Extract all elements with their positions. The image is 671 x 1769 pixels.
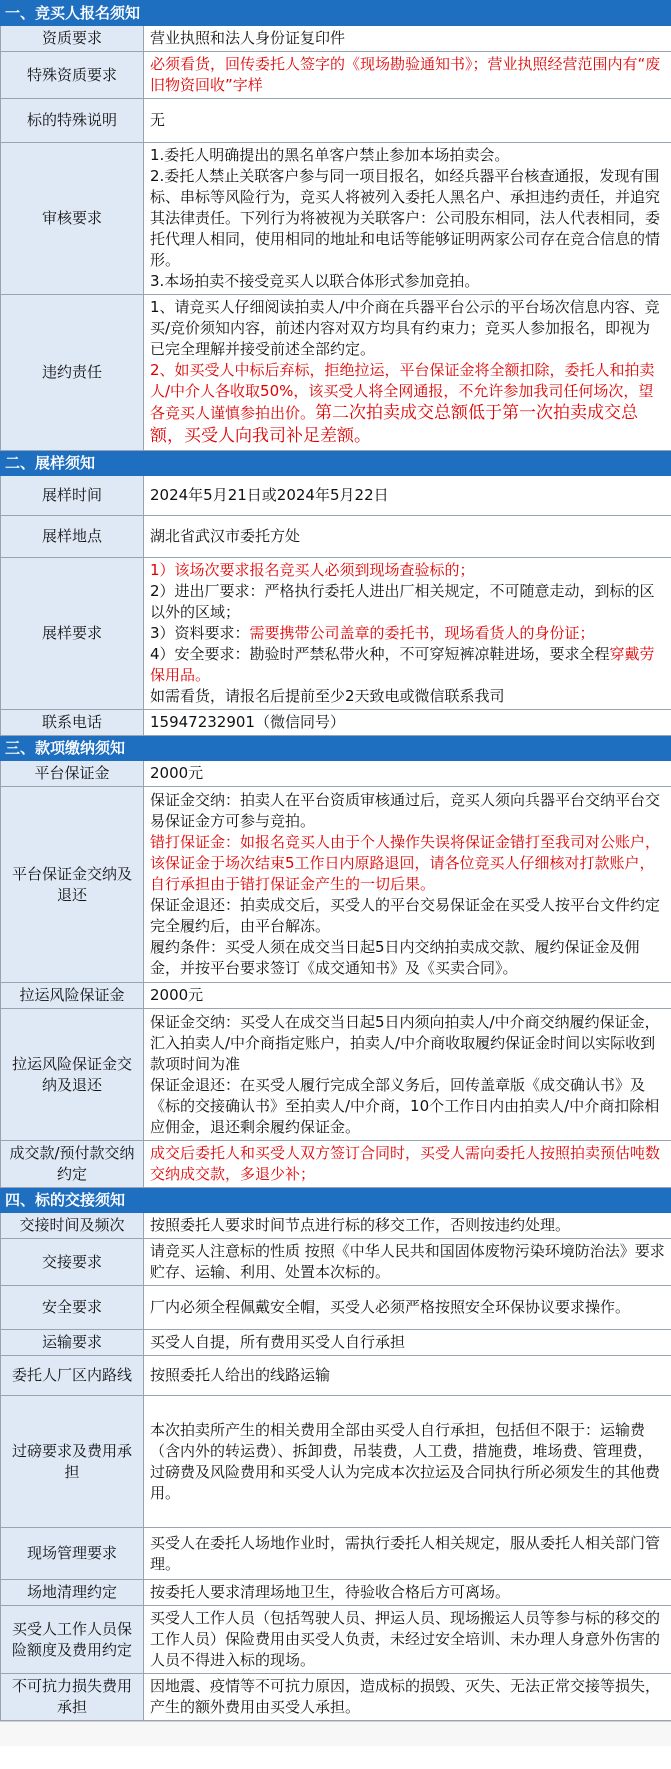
section-header-payment: 三、款项缴纳须知 xyxy=(1,736,671,761)
section-header-handover: 四、标的交接须知 xyxy=(1,1188,671,1213)
value-item-special-note: 无 xyxy=(144,99,671,143)
label-transport-deposit: 拉运风险保证金 xyxy=(1,983,144,1009)
label-viewing-requirements: 展样要求 xyxy=(1,558,144,710)
label-safety-requirements: 安全要求 xyxy=(1,1286,144,1330)
section-header-viewing: 二、展样须知 xyxy=(1,451,671,476)
value-transport-deposit-refund xyxy=(144,1009,671,1141)
viewing-line-3a: 3）资料要求： xyxy=(150,624,250,642)
value-breach-liability xyxy=(144,295,671,451)
viewing-line-1: 1）该场次要求报名竞买人必须到现场查验标的； xyxy=(150,561,475,579)
row-viewing-time xyxy=(1,476,671,516)
row-breach-liability xyxy=(1,295,671,451)
pt-refund-p2: 错打保证金：如报名竞买人由于个人操作失误将保证金错打至我司对公账户，该保证金于场次结束5工作日内原路退回，请各位竞买人仔细核对打款账户，自行承担由于错打保证金产生的一切后果。 xyxy=(150,833,661,893)
row-special-qualification xyxy=(1,52,671,99)
row-handover-time xyxy=(1,1213,671,1239)
row-transaction-payment xyxy=(1,1141,671,1188)
breach-line-1: 1、请竞买人仔细阅读拍卖人/中介商在兵器平台公示的平台场次信息内容、竞买/竞价须知内容，前述内容对双方均具有约束力；竞买人参加报名，即视为已完全理解并接受前述全部约定。 xyxy=(150,298,660,358)
value-viewing-requirements xyxy=(144,558,671,710)
viewing-line-4b: 穿戴劳保用品。 xyxy=(150,645,655,684)
pt-refund-p1: 保证金交纳：拍卖人在平台资质审核通过后，竞买人须向兵器平台交纳平台交易保证金方可参与竞拍。 xyxy=(150,791,661,830)
label-transport-requirements: 运输要求 xyxy=(1,1330,144,1356)
label-handover-requirements: 交接要求 xyxy=(1,1239,144,1286)
row-platform-deposit-refund xyxy=(1,787,671,983)
row-transport-requirements xyxy=(1,1330,671,1356)
row-factory-route xyxy=(1,1356,671,1396)
row-viewing-place xyxy=(1,516,671,558)
value-force-majeure: 因地震、疫情等不可抗力原因，造成标的损毁、灭失、无法正常交接等损失，产生的额外费用由买受人承担。 xyxy=(144,1674,671,1721)
value-safety-requirements: 厂内必须全程佩戴安全帽，买受人必须严格按照安全环保协议要求操作。 xyxy=(144,1286,671,1330)
review-line-1: 1.委托人明确提出的黑名单客户禁止参加本场拍卖会。 xyxy=(150,146,510,164)
row-contact-phone xyxy=(1,710,671,736)
value-transport-deposit: 2000元 xyxy=(144,983,671,1009)
label-qualification: 资质要求 xyxy=(1,26,144,52)
row-safety-requirements xyxy=(1,1286,671,1330)
value-transport-requirements: 买受人自提，所有费用买受人自行承担 xyxy=(144,1330,671,1356)
viewing-line-3b: 需要携带公司盖章的委托书，现场看货人的身份证； xyxy=(249,624,595,642)
viewing-line-2: 2）进出厂要求：严格执行委托人进出厂相关规定，不可随意走动，到标的区以外的区域； xyxy=(150,582,655,621)
value-qualification: 营业执照和法人身份证复印件 xyxy=(144,26,671,52)
row-qualification xyxy=(1,26,671,52)
label-weighing-costs: 过磅要求及费用承担 xyxy=(1,1396,144,1528)
label-item-special-note: 标的特殊说明 xyxy=(1,99,144,143)
section-header-registration: 一、竞买人报名须知 xyxy=(1,1,671,26)
value-handover-requirements: 请竞买人注意标的性质 按照《中华人民共和国固体废物污染环境防治法》要求贮存、运输、利用、处置本次标的。 xyxy=(144,1239,671,1286)
label-site-management: 现场管理要求 xyxy=(1,1528,144,1580)
label-viewing-time: 展样时间 xyxy=(1,476,144,516)
label-breach-liability: 违约责任 xyxy=(1,295,144,451)
value-transaction-payment: 成交后委托人和买受人双方签订合同时，买受人需向委托人按照拍卖预估吨数交纳成交款，多退少补； xyxy=(144,1141,671,1188)
pt-refund-p4: 履约条件：买受人须在成交当日起5日内交纳拍卖成交款、履约保证金及佣金，并按平台要求签订《成交通知书》及《买卖合同》。 xyxy=(150,938,640,977)
label-contact-phone: 联系电话 xyxy=(1,710,144,736)
label-transport-deposit-refund: 拉运风险保证金交纳及退还 xyxy=(1,1009,144,1141)
ly-refund-p2: 保证金退还：在买受人履行完成全部义务后，回传盖章版《成交确认书》及《标的交接确认书》至拍卖人/中介商，10个工作日内由拍卖人/中介商扣除相应佣金，退还剩余履约保证金。 xyxy=(150,1075,660,1136)
value-staff-insurance: 买受人工作人员（包括驾驶人员、押运人员、现场搬运人员等参与标的移交的工作人员）保险费用由买受人负责，未经过安全培训、未办理人身意外伤害的人员不得进入标的现场。 xyxy=(144,1606,671,1674)
review-line-2: 2.委托人禁止关联客户参与同一项目报名，如经兵器平台核查通报，发现有围标、串标等风险行为，竞买人将被列入委托人黑名户、承担违约责任，并追究其法律责任。下列行为将被视为关联客户：公司股东相同，法人代表相同，委托代理人相同，使用相同的地址和电话等能够证明两家公司存在竞合信息的情形。 xyxy=(150,167,661,269)
label-viewing-place: 展样地点 xyxy=(1,516,144,558)
value-site-cleanup: 按委托人要求清理场地卫生，待验收合格后方可离场。 xyxy=(144,1580,671,1606)
value-handover-time: 按照委托人要求时间节点进行标的移交工作，否则按违约处理。 xyxy=(144,1213,671,1239)
value-platform-deposit-refund xyxy=(144,787,671,983)
value-viewing-time: 2024年5月21日或2024年5月22日 xyxy=(144,476,671,516)
review-line-3: 3.本场拍卖不接受竞买人以联合体形式参加竞拍。 xyxy=(150,272,480,290)
label-platform-deposit: 平台保证金 xyxy=(1,761,144,787)
breach-line-3: 第二次拍卖成交总额低于第一次拍卖成交总额，买受人向我司补足差额。 xyxy=(150,403,639,446)
row-force-majeure xyxy=(1,1674,671,1721)
label-site-cleanup: 场地清理约定 xyxy=(1,1580,144,1606)
label-platform-deposit-refund: 平台保证金交纳及退还 xyxy=(1,787,144,983)
sheet-bottom-strip xyxy=(0,1721,671,1746)
row-site-cleanup xyxy=(1,1580,671,1606)
value-weighing-costs: 本次拍卖所产生的相关费用全部由买受人自行承担，包括但不限于：运输费（含内外的转运费）、拆卸费，吊装费，人工费，措施费，堆场费、管理费，过磅费及风险费用和买受人认为完成本次拉运及合同执行所必须发生的其他费用。 xyxy=(144,1396,671,1528)
value-contact-phone: 15947232901（微信同号） xyxy=(144,710,671,736)
row-weighing-costs xyxy=(1,1396,671,1528)
row-platform-deposit xyxy=(1,761,671,787)
label-handover-time: 交接时间及频次 xyxy=(1,1213,144,1239)
label-force-majeure: 不可抗力损失费用承担 xyxy=(1,1674,144,1721)
label-review-requirements: 审核要求 xyxy=(1,143,144,295)
value-viewing-place: 湖北省武汉市委托方处 xyxy=(144,516,671,558)
label-special-qualification: 特殊资质要求 xyxy=(1,52,144,99)
breach-line-2: 2、如买受人中标后弃标，拒绝拉运，平台保证金将全额扣除，委托人和拍卖人/中介人各收取50%，该买受人将全网通报，不允许参加我司任何场次，望各竞买人谨慎参拍出价。 xyxy=(150,361,655,422)
row-transport-deposit-refund xyxy=(1,1009,671,1141)
label-transaction-payment: 成交款/预付款交纳约定 xyxy=(1,1141,144,1188)
value-factory-route: 按照委托人给出的线路运输 xyxy=(144,1356,671,1396)
viewing-line-4a: 4）安全要求：勘验时严禁私带火种，不可穿短裤凉鞋进场，要求全程 xyxy=(150,645,610,663)
value-site-management: 买受人在委托人场地作业时，需执行委托人相关规定，服从委托人相关部门管理。 xyxy=(144,1528,671,1580)
ly-refund-p1: 保证金交纳：买受人在成交当日起5日内须向拍卖人/中介商交纳履约保证金，汇入拍卖人/中介商指定账户，拍卖人/中介商收取履约保证金时间以实际收到款项时间为准 xyxy=(150,1012,660,1073)
label-factory-route: 委托人厂区内路线 xyxy=(1,1356,144,1396)
row-transport-deposit xyxy=(1,983,671,1009)
value-review-requirements xyxy=(144,143,671,295)
row-review-requirements xyxy=(1,143,671,295)
value-platform-deposit: 2000元 xyxy=(144,761,671,787)
label-staff-insurance: 买受人工作人员保险额度及费用约定 xyxy=(1,1606,144,1674)
row-site-management xyxy=(1,1528,671,1580)
row-item-special-note xyxy=(1,99,671,143)
row-handover-requirements xyxy=(1,1239,671,1286)
viewing-line-5: 如需看货，请报名后提前至少2天致电或微信联系我司 xyxy=(150,687,505,705)
row-staff-insurance xyxy=(1,1606,671,1674)
row-viewing-requirements xyxy=(1,558,671,710)
pt-refund-p3: 保证金退还：拍卖成交后，买受人的平台交易保证金在买受人按平台文件约定完全履约后，由平台解冻。 xyxy=(150,896,661,935)
value-special-qualification: 必须看货，回传委托人签字的《现场勘验通知书》；营业执照经营范围内有“废旧物资回收”字样 xyxy=(144,52,671,99)
